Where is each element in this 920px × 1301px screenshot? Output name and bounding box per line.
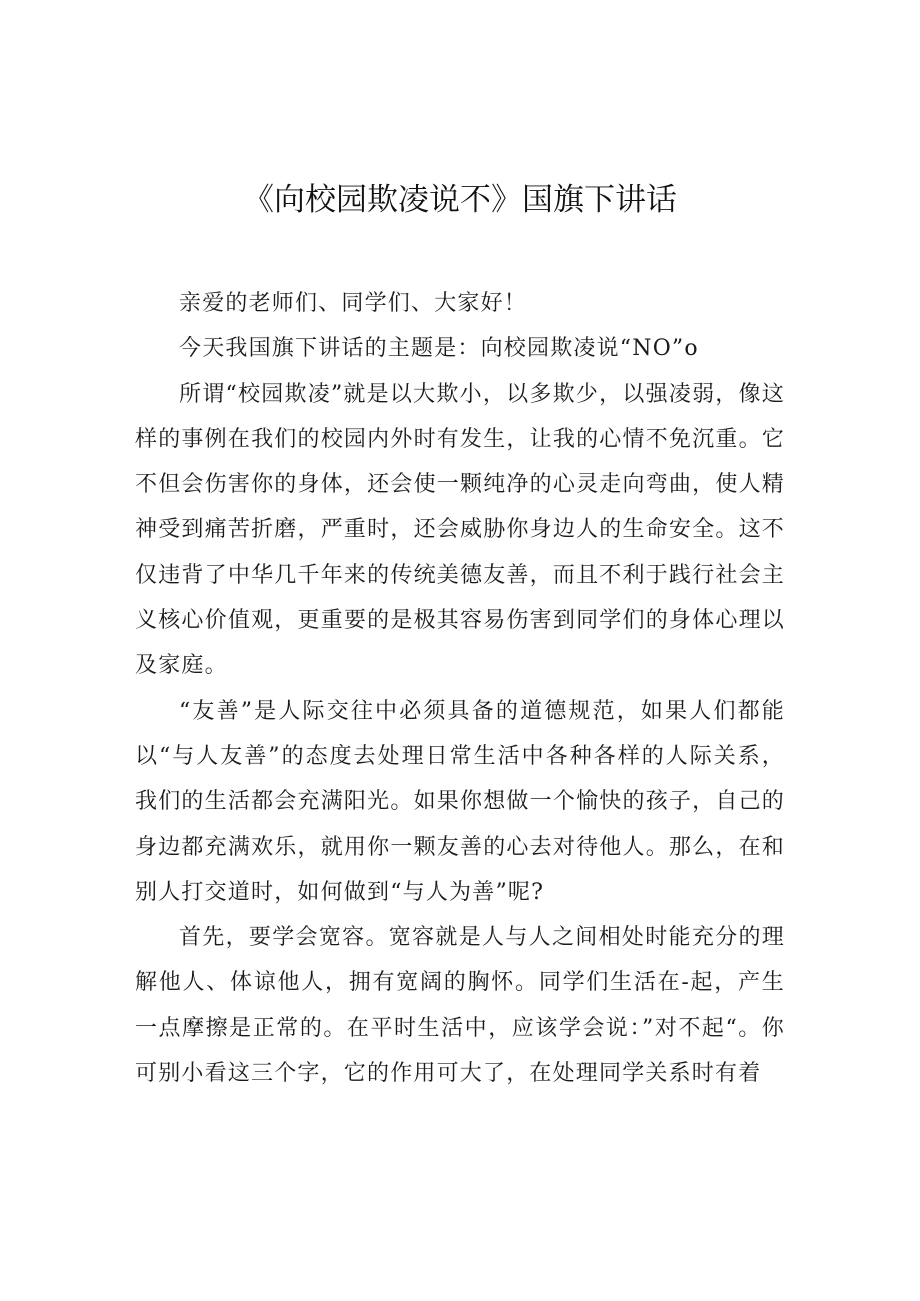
paragraph-topic: 今天我国旗下讲话的主题是：向校园欺凌说“NO”o (179, 336, 699, 362)
paragraph-greeting: 亲爱的老师们、同学们、大家好！ (179, 291, 528, 316)
document-body (135, 281, 785, 1096)
document-title: 《向校园欺凌说不》国旗下讲话 (243, 182, 677, 218)
paragraph-friendliness: “友善”是人际交往中必须具备的道德规范，如果人们都能以“与人友善”的态度去处理日常生活中各种各样的人际关系，我们的生活都会充满阳光。如果你想做一个愉快的孩子，自己的身边都充满欢乐，就用你一颗友善的心去对待他人。那么，在和别人打交道时，如何做到“与人为善”呢? (135, 698, 785, 905)
paragraph-definition: 所谓“校园欺凌”就是以大欺小，以多欺少，以强凌弱，像这样的事例在我们的校园内外时有发生，让我的心情不免沉重。它不但会伤害你的身体，还会使一颗纯净的心灵走向弯曲，使人精神受到痛苦折磨，严重时，还会威胁你身边人的生命安全。这不仅违背了中华几千年来的传统美德友善，而且不利于践行社会主义核心价值观，更重要的是极其容易伤害到同学们的身体心理以及家庭。 (135, 381, 785, 679)
paragraph-tolerance: 首先，要学会宽容。宽容就是人与人之间相处时能充分的理解他人、体谅他人，拥有宽阔的胸怀。同学们生活在-起，产生一点摩擦是正常的。在平时生活中，应该学会说：”对不起“。你可别小看这三个字，它的作用可大了，在处理同学关系时有着 (135, 925, 785, 1087)
